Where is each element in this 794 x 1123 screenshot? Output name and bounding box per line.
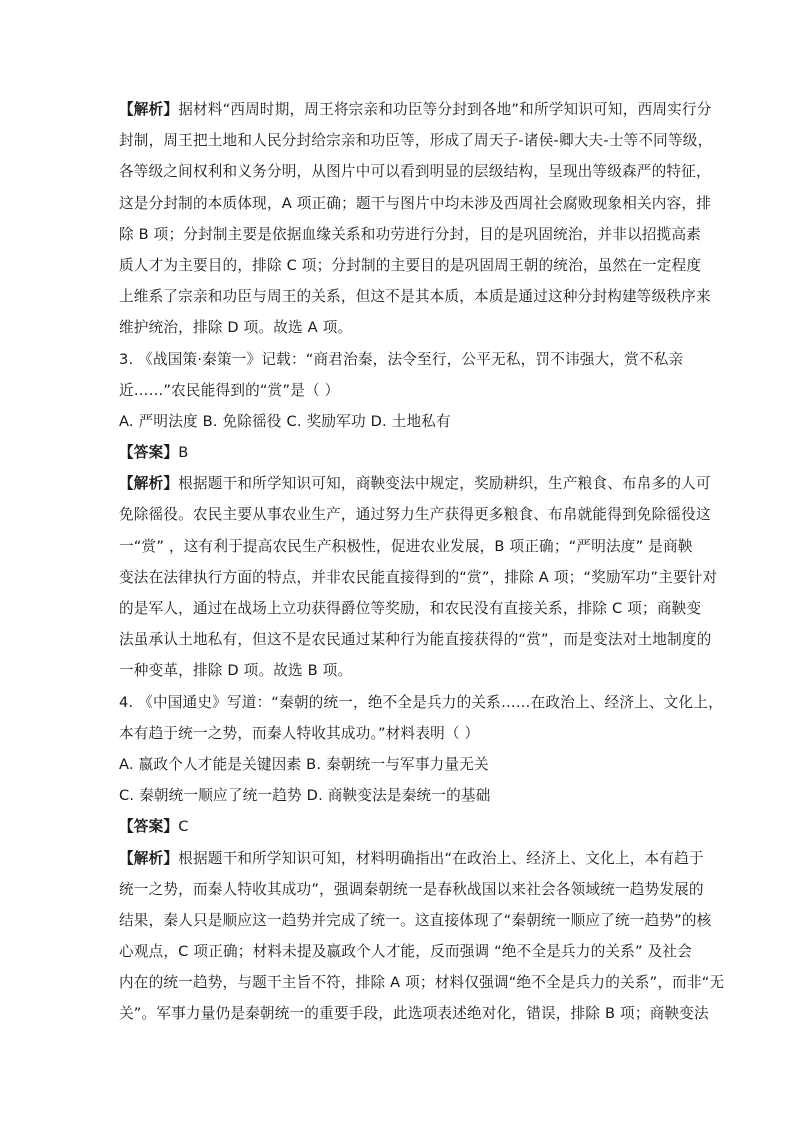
analysis-3-line-2: 免除徭役。农民主要从事农业生产，通过努力生产获得更多粮食、布帛就能得到免除徭役这 bbox=[119, 506, 711, 524]
analysis-tag: 【解析】 bbox=[119, 101, 179, 118]
analysis-4-line-1: 【解析】根据题干和所学知识可知，材料明确指出“在政治上、经济上、文化上，本有趋于 bbox=[119, 849, 704, 867]
analysis-3-line-7: 一种变革，排除 D 项。故选 B 项。 bbox=[119, 662, 353, 680]
analysis-3-line-3: 一“赏” ，这有利于提高农民生产积极性，促进农业发展，B 项正确；“严明法度” 是商鞅 bbox=[119, 537, 693, 555]
question-4-stem-line-1: 4. 《中国通史》写道：“秦朝的统一，绝不全是兵力的关系……在政治上、经济上、文化上， bbox=[119, 693, 723, 711]
analysis-3-line-1: 【解析】根据题干和所学知识可知，商鞅变法中规定，奖励耕织，生产粮食、布帛多的人可 bbox=[119, 475, 711, 493]
question-3-stem-line-1: 3. 《战国策·秦策一》记载：“商君治秦，法令至行，公平无私，罚不讳强大，赏不私亲 bbox=[119, 350, 684, 368]
answer-value: B bbox=[178, 444, 189, 462]
question-4-stem-line-2: 本有趋于统一之势，而秦人特收其成功。”材料表明（ ） bbox=[119, 724, 480, 742]
question-3-stem-line-2: 近……”农民能得到的“赏”是（ ） bbox=[119, 381, 340, 399]
analysis-4-line-6: 关”。军事力量仍是秦朝统一的重要手段，此选项表述绝对化，错误，排除 B 项；商鞅变法 bbox=[119, 1005, 709, 1023]
analysis-2-line-1: 【解析】据材料“西周时期，周王将宗亲和功臣等分封到各地”和所学知识可知，西周实行分 bbox=[119, 101, 712, 118]
question-4-options-row-1: A. 嬴政个人才能是关键因素 B. 秦朝统一与军事力量无关 bbox=[119, 755, 489, 773]
analysis-4-line-5: 内在的统一趋势，与题干主旨不符，排除 A 项；材料仅强调“绝不全是兵力的关系”，而非“无 bbox=[119, 974, 725, 992]
analysis-tag: 【解析】 bbox=[119, 849, 179, 867]
analysis-2-line-2: 封制，周王把土地和人民分封给宗亲和功臣等，形成了周天子-诸侯-卿大夫-士等不同等级， bbox=[119, 132, 713, 150]
analysis-3-line-4: 变法在法律执行方面的特点，并非农民能直接得到的“赏”，排除 A 项；“奖励军功”主要针对 bbox=[119, 568, 718, 586]
document-content bbox=[119, 94, 725, 1030]
analysis-3-line-6: 法虽承认土地私有，但这不是农民通过某种行为能直接获得的“赏”，而是变法对土地制度的 bbox=[119, 631, 712, 649]
analysis-2-line-3: 各等级之间权利和义务分明，从图片中可以看到明显的层级结构，呈现出等级森严的特征， bbox=[119, 163, 711, 181]
question-3-options: A. 严明法度 B. 免除徭役 C. 奖励军功 D. 土地私有 bbox=[119, 412, 451, 430]
analysis-2-line-4: 这是分封制的本质体现，A 项正确；题干与图片中均未涉及西周社会腐败现象相关内容，排 bbox=[119, 194, 711, 212]
analysis-2-line-7: 上维系了宗亲和功臣与周王的关系，但这不是其本质，本质是通过这种分封构建等级秩序来 bbox=[119, 288, 711, 306]
analysis-2-line-8: 维护统治，排除 D 项。故选 A 项。 bbox=[119, 319, 353, 337]
analysis-2-line-6: 质人才为主要目的，排除 C 项；分封制的主要目的是巩固周王朝的统治，虽然在一定程度 bbox=[119, 256, 702, 274]
analysis-2-line-5: 除 B 项；分封制主要是依据血缘关系和功劳进行分封，目的是巩固统治，并非以招揽高素 bbox=[119, 225, 702, 243]
answer-tag: 【答案】 bbox=[119, 444, 179, 462]
analysis-4-line-3: 结果，秦人只是顺应这一趋势并完成了统一。这直接体现了“秦朝统一顺应了统一趋势”的核 bbox=[119, 911, 712, 929]
question-4-options-row-2: C. 秦朝统一顺应了统一趋势 D. 商鞅变法是秦统一的基础 bbox=[119, 787, 491, 805]
answer-tag: 【答案】 bbox=[119, 818, 179, 836]
answer-4 bbox=[119, 811, 679, 842]
analysis-tag: 【解析】 bbox=[119, 475, 179, 493]
answer-value: C bbox=[178, 818, 189, 836]
analysis-4-line-4: 心观点，C 项正确；材料未提及嬴政个人才能，反而强调 “绝不全是兵力的关系” 及社会 bbox=[119, 943, 693, 961]
answer-3 bbox=[119, 437, 679, 468]
analysis-3-line-5: 的是军人，通过在战场上立功获得爵位等奖励，和农民没有直接关系，排除 C 项；商鞅变 bbox=[119, 600, 702, 617]
analysis-4-line-2: 统一之势，而秦人特收其成功”，强调秦朝统一是春秋战国以来社会各领域统一趋势发展的 bbox=[119, 880, 704, 898]
